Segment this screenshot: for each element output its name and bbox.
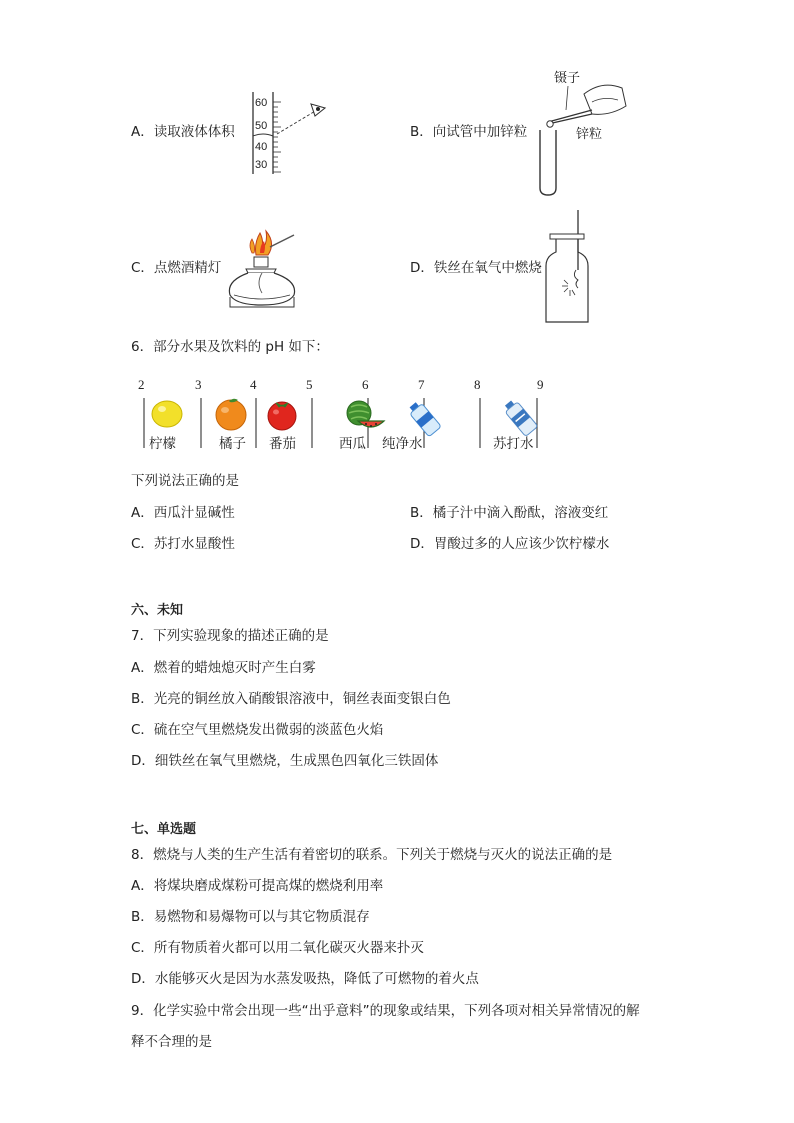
ph-item-label-soda-water: 苏打水 (493, 436, 534, 452)
q9-stem-line2: 释不合理的是 (131, 1034, 212, 1050)
test-tube-tweezers-figure (526, 66, 636, 198)
option-b-add-zinc: B．向试管中加锌粒 (410, 124, 528, 140)
q8-option-b: B．易燃物和易爆物可以与其它物质混存 (131, 909, 370, 925)
q8-option-c: C．所有物质着火都可以用二氧化碳灭火器来扑灭 (131, 940, 424, 956)
ph-item-label-lemon: 柠檬 (149, 436, 176, 452)
q8-option-d: D．水能够灭火是因为水蒸发吸热，降低了可燃物的着火点 (131, 971, 479, 987)
tweezers-label: 镊子 (554, 70, 581, 85)
ph-item-label-tomato: 番茄 (269, 436, 296, 452)
q9-stem-line1: 9．化学实验中常会出现一些“出乎意料”的现象或结果，下列各项对相关异常情况的解 (131, 1003, 640, 1019)
section-title-unknown: 六、未知 (131, 603, 184, 618)
q6-option-a: A．西瓜汁显碱性 (131, 505, 235, 521)
ph-item-label-orange: 橘子 (219, 436, 246, 452)
cylinder-tick-40: 40 (255, 141, 268, 153)
alcohol-lamp-figure (222, 225, 302, 311)
q6-stem: 6．部分水果及饮料的 pH 如下： (131, 339, 329, 355)
q7-stem: 7．下列实验现象的描述正确的是 (131, 628, 329, 644)
zinc-label: 锌粒 (576, 126, 603, 141)
q8-stem: 8．燃烧与人类的生产生活有着密切的联系。下列关于燃烧与灭火的说法正确的是 (131, 847, 613, 863)
q6-option-d: D．胃酸过多的人应该少饮柠檬水 (410, 536, 610, 552)
q6-option-b: B．橘子汁中滴入酚酞，溶液变红 (410, 505, 609, 521)
ph-number-9: 9 (537, 377, 544, 392)
ph-number-7: 7 (418, 377, 425, 392)
q7-option-b: B．光亮的铜丝放入硝酸银溶液中，铜丝表面变银白色 (131, 691, 451, 707)
q6-option-c: C．苏打水显酸性 (131, 536, 235, 552)
orange-icon (212, 395, 250, 431)
water-bottle-icon (405, 398, 445, 438)
watermelon-icon (344, 399, 386, 433)
ph-number-5: 5 (306, 377, 313, 392)
ph-number-3: 3 (195, 377, 202, 392)
q7-option-c: C．硫在空气里燃烧发出微弱的淡蓝色火焰 (131, 722, 384, 738)
option-a-read-volume: A．读取液体体积 (131, 124, 235, 140)
q6-prompt: 下列说法正确的是 (131, 473, 239, 489)
soda-bottle-icon (500, 396, 542, 438)
gas-bottle-figure (542, 210, 594, 328)
option-c-light-lamp: C．点燃酒精灯 (131, 260, 222, 276)
ph-number-8: 8 (474, 377, 481, 392)
lemon-icon (150, 397, 184, 431)
ph-item-label-watermelon: 西瓜 (339, 436, 366, 452)
ph-number-4: 4 (250, 377, 257, 392)
q7-option-d: D．细铁丝在氧气里燃烧，生成黑色四氧化三铁固体 (131, 753, 439, 769)
ph-number-2: 2 (138, 377, 145, 392)
option-d-iron-wire: D．铁丝在氧气中燃烧 (410, 260, 542, 276)
q7-option-a: A．燃着的蜡烛熄灭时产生白雾 (131, 660, 316, 676)
q8-option-a: A．将煤块磨成煤粉可提高煤的燃烧利用率 (131, 878, 384, 894)
ph-item-label-pure-water: 纯净水 (382, 436, 423, 452)
cylinder-tick-30: 30 (255, 159, 268, 171)
ph-number-6: 6 (362, 377, 369, 392)
tomato-icon (264, 396, 300, 432)
cylinder-tick-60: 60 (255, 97, 268, 109)
graduated-cylinder-figure (245, 90, 340, 178)
cylinder-tick-50: 50 (255, 120, 268, 132)
section-title-single-choice: 七、单选题 (131, 822, 197, 837)
